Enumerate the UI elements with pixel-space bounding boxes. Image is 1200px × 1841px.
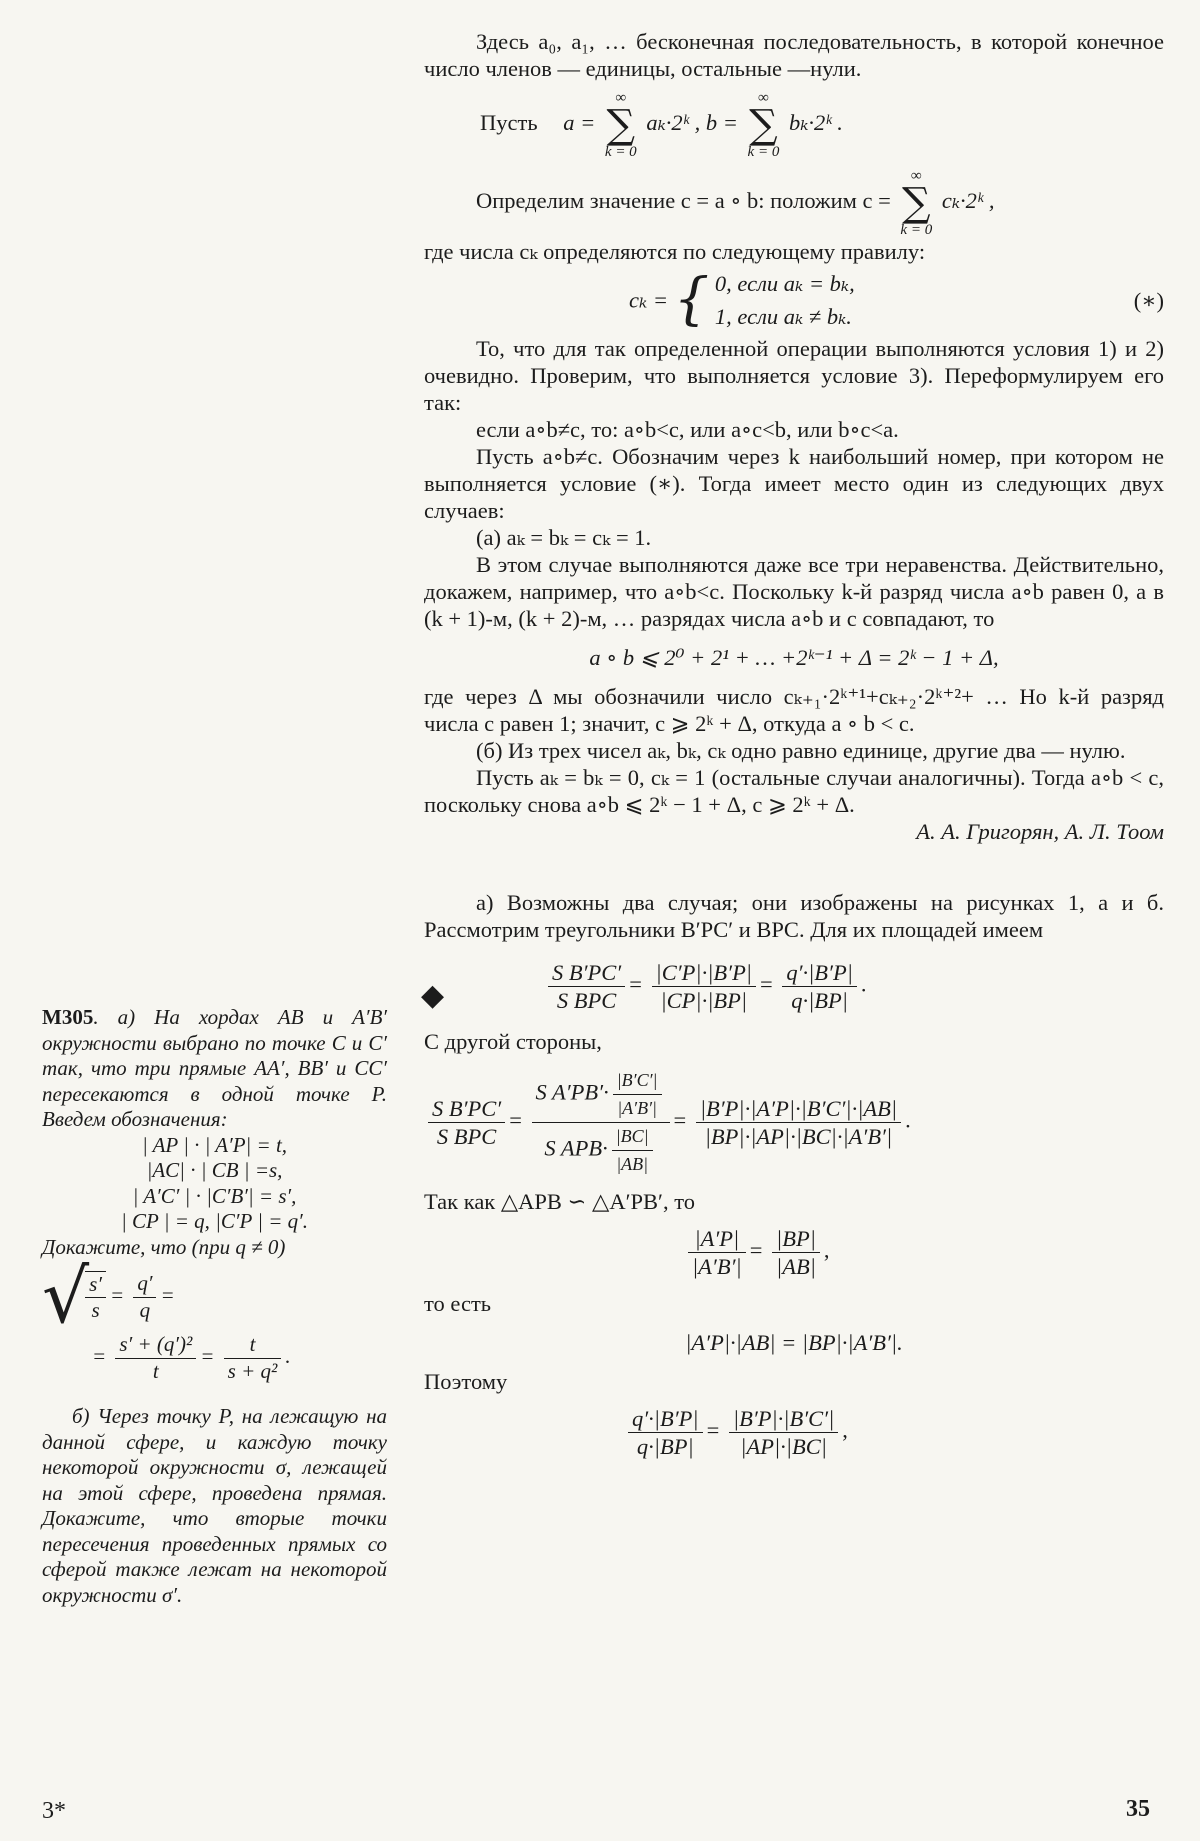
case-unequal: 1, если aₖ ≠ bₖ.: [714, 304, 852, 329]
therefore: Поэтому: [424, 1369, 508, 1394]
ratio-equation-2: $\frac{\text{S B′PC′}}{\text{S BPC}}$ = S A′PB′· $\frac{|B'C'|}{|A'B'|}$ S APB· $\frac{|BC|}{|AB|}$ = $\frac{|B'P|\cdot|A'P|\cdot|B'C'|\cdot|AB|}{|BP|\cdot|AP|\cdot|BC|\cdot|A'B'|}$ .: [424, 1067, 1164, 1178]
term-a: aₖ·2ᵏ: [646, 110, 689, 136]
if-statement: если a∘b≠c, то: a∘b<c, или a∘c<b, или b∘c<a.: [476, 417, 899, 442]
similarity-text: Так как △APB ∽ △A′PB′, то: [424, 1189, 695, 1214]
case-a-label: (а) aₖ = bₖ = cₖ = 1.: [476, 525, 652, 550]
let-paragraph: Пусть a∘b≠c. Обозначим через k наибольший номер, при котором не выполняется условие (∗). Тогда имеет место один из следующих двух случаев:: [424, 444, 1164, 523]
equation-mark: (∗): [1133, 288, 1164, 313]
sum-b: ∞ ∑ k = 0: [747, 90, 780, 160]
formula-line-1: √ $\frac{s'}{s}$ = $\frac{q'}{q}$ =: [42, 1254, 175, 1340]
sum-definition-ab: [480, 90, 1164, 160]
left-column: [42, 1005, 387, 1608]
problem-number: М305: [42, 1005, 94, 1029]
ck-cases: cₖ = { 0, если aₖ = bₖ, 1, если aₖ ≠ bₖ. (∗): [629, 267, 1164, 332]
delta-paragraph: где через Δ мы обозначили число cₖ₊₁·2ᵏ⁺¹+cₖ₊₂·2ᵏ⁺²+ … Но k-й разряд числа c равен 1; значит, c ⩾ 2ᵏ + Δ, откуда a ∘ b < c.: [424, 684, 1164, 736]
term-c: cₖ·2ᵏ ,: [941, 188, 995, 214]
where-text: где числа cₖ определяются по следующему правилу:: [424, 239, 926, 264]
define-c: Определим значение c = a ∘ b: положим c = ∞ ∑ k = 0 cₖ·2ᵏ ,: [476, 168, 995, 238]
right-column: [424, 28, 1164, 1460]
sum-c: ∞ ∑ k = 0: [900, 168, 933, 238]
term-b: bₖ·2ᵏ .: [788, 110, 843, 136]
problem-b: б) Через точку P, на лежащую на данной сфере, и каждую точку некоторой окружности σ, лежащей на этой сфере, проведена прямая. Докажите, что вторые точки пересечения проведенных прямых со сферой также лежат на некоторой окружности σ′.: [42, 1404, 387, 1607]
conditions-paragraph: То, что для так определенной операции выполняются условия 1) и 2) очевидно. Проверим, что выполняется условие 3). Переформулируем его так:: [424, 336, 1164, 415]
section-diamond-icon: ◆: [421, 978, 445, 1013]
let-b: , b =: [694, 110, 738, 136]
inequality: a ∘ b ⩽ 2⁰ + 2¹ + … +2ᵏ⁻¹ + Δ = 2ᵏ − 1 + Δ,: [589, 645, 999, 670]
ratio-equation-1: $\frac{\text{S B′PC′}}{\text{S BPC}}$ = $\frac{|C'P|\cdot|B'P|}{|CP|\cdot|BP|}$ = $\frac{q'\cdot|B'P|}{q\cdot|BP|}$ .: [544, 959, 1164, 1014]
equation-4: |A′P|·|AB| = |BP|·|A′B′|.: [685, 1330, 903, 1355]
sum-a: ∞ ∑ k = 0: [604, 90, 637, 160]
signature-mark: 3*: [42, 1798, 66, 1824]
case-equal: 0, если aₖ = bₖ,: [714, 271, 855, 296]
other-side: С другой стороны,: [424, 1029, 602, 1054]
page-number: 35: [1126, 1796, 1150, 1822]
notations: | AP | · | A′P| = t, |AC| · | CB | =s, | A′C′ | · |C′B′| = s′, | CP | = q, |C′P | = q′.: [120, 1132, 309, 1233]
solution-intro: а) Возможны два случая; они изображены на рисунках 1, а и б. Рассмотрим треугольники B′PC′ и BPC. Для их площадей имеем: [424, 890, 1164, 942]
prove-text: Докажите, что (при q ≠ 0): [42, 1234, 286, 1259]
ratio-equation-5: $\frac{q'\cdot|B'P|}{q\cdot|BP|}$ = $\frac{|B'P|\cdot|B'C'|}{|AP|\cdot|BC|}$ ,: [624, 1405, 1164, 1460]
formula-line-2: = $\frac{\text{s′ + (q′)²}}{t}$ = $\frac{t}{\text{s + q²}}$ .: [92, 1332, 291, 1383]
intro-paragraph: Здесь a₀, a₁, … бесконечная последовательность, в которой конечное число членов — единицы, остальные —нули.: [424, 29, 1164, 81]
that-is: то есть: [424, 1291, 492, 1316]
let-label: Пусть: [480, 110, 538, 136]
authors: А. А. Григорян, А. Л. Тоом: [916, 819, 1164, 844]
ratio-equation-3: $\frac{|A'P|}{|A'B'|}$ = $\frac{|BP|}{|AB|}$ ,: [684, 1225, 1164, 1280]
let-a: a =: [563, 110, 596, 136]
case-b-paragraph: Пусть aₖ = bₖ = 0, cₖ = 1 (остальные случаи аналогичны). Тогда a∘b < c, поскольку снова a∘b ⩽ 2ᵏ − 1 + Δ, c ⩾ 2ᵏ + Δ.: [424, 765, 1164, 817]
problem-a: М305. а) На хордах AB и A′B′ окружности выбрано по точке C и C′ так, что три прямые AA′, BB′ и CC′ пересекаются в одной точке P. Введем обозначения:: [42, 1005, 387, 1131]
case-a-paragraph: В этом случае выполняются даже все три неравенства. Действительно, докажем, например, что a∘b<c. Поскольку k-й разряд числа a∘b равен 0, а в (k + 1)-м, (k + 2)-м, … разрядах числа a∘b и c совпадают, то: [424, 552, 1164, 631]
case-b-label: (б) Из трех чисел aₖ, bₖ, cₖ одно равно единице, другие два — нулю.: [476, 738, 1126, 763]
